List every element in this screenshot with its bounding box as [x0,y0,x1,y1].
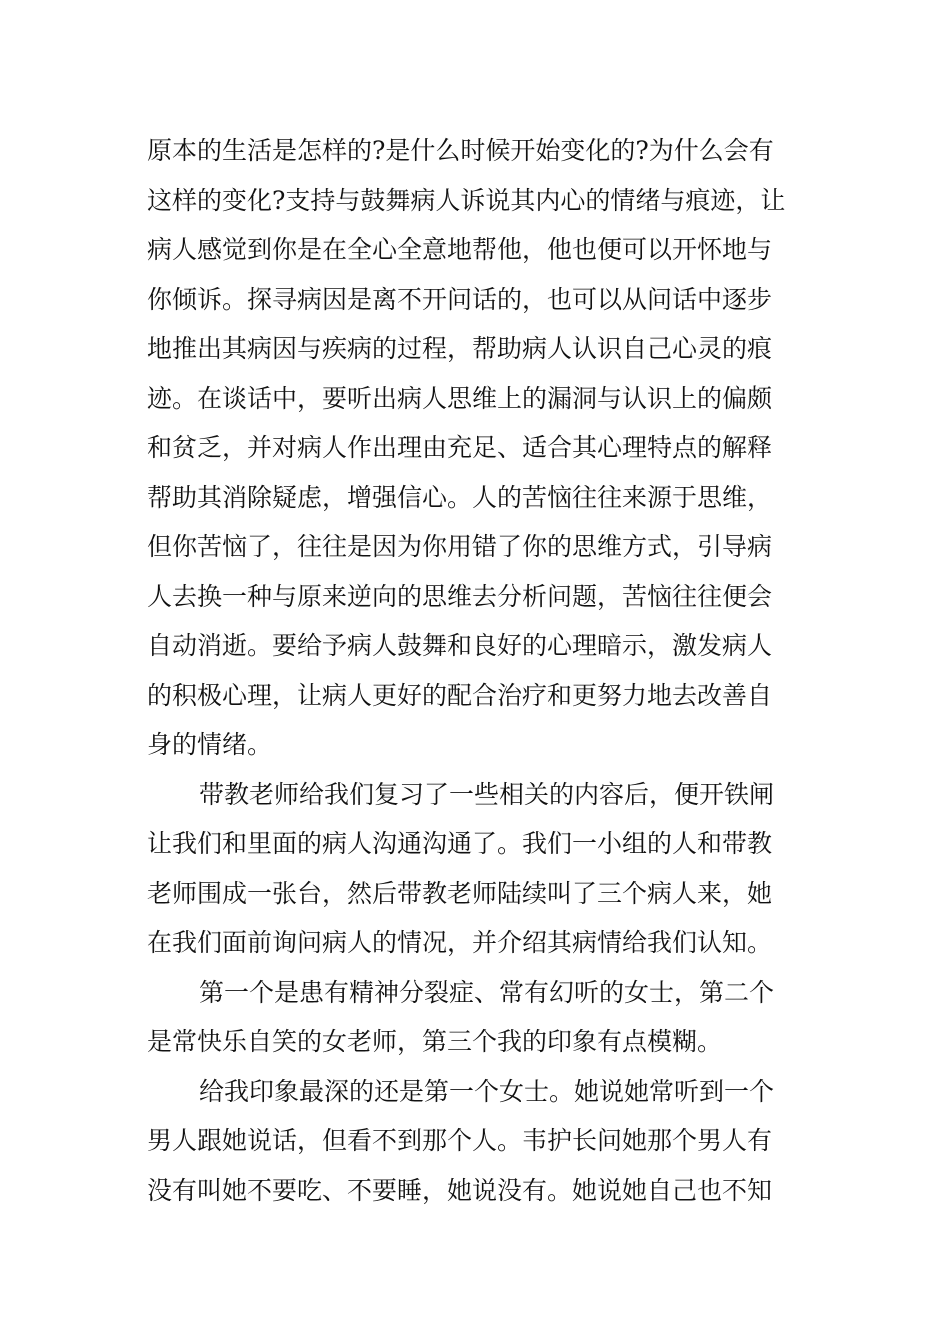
text-line: 是常快乐自笑的女老师，第三个我的印象有点模糊。 [147,1027,723,1056]
text-line: 老师围成一张台，然后带教老师陆续叫了三个病人来，她 [147,878,773,908]
paragraph-first-line: 给我印象最深的还是第一个女士。她说她常听到一个 [199,1076,775,1106]
text-line: 帮助其消除疑虑，增强信心。人的苦恼往往来源于思维， [147,482,773,512]
document-body-text [147,126,807,1215]
text-line: 但你苦恼了，往往是因为你用错了你的思维方式，引导病 [147,532,773,561]
text-line: 病人感觉到你是在全心全意地帮他，他也便可以开怀地与 [147,235,773,264]
text-line: 自动消逝。要给予病人鼓舞和良好的心理暗示，激发病人 [147,631,773,660]
paragraph-first-line: 带教老师给我们复习了一些相关的内容后，便开铁闸 [199,779,775,809]
text-line: 迹。在谈话中，要听出病人思维上的漏洞与认识上的偏颇 [147,383,773,413]
text-line: 原本的生活是怎样的?是什么时候开始变化的?为什么会有 [147,136,774,165]
text-line: 让我们和里面的病人沟通沟通了。我们一小组的人和带教 [147,829,773,858]
text-line: 地推出其病因与疾病的过程，帮助病人认识自己心灵的痕 [147,334,773,363]
paragraph-first-line: 第一个是患有精神分裂症、常有幻听的女士，第二个 [199,977,775,1007]
text-line: 和贫乏，并对病人作出理由充足、适合其心理特点的解释 [147,433,773,462]
text-line: 你倾诉。探寻病因是离不开问话的，也可以从问话中逐步 [147,284,773,314]
text-line: 这样的变化?支持与鼓舞病人诉说其内心的情绪与痕迹，让 [147,185,786,215]
text-line: 男人跟她说话，但看不到那个人。韦护长问她那个男人有 [147,1126,773,1155]
text-line: 在我们面前询问病人的情况，并介绍其病情给我们认知。 [147,928,773,957]
text-line: 身的情绪。 [147,730,273,759]
text-line: 的积极心理，让病人更好的配合治疗和更努力地去改善自 [147,680,773,710]
text-line: 没有叫她不要吃、不要睡，她说没有。她说她自己也不知 [147,1175,773,1205]
text-line: 人去换一种与原来逆向的思维去分析问题，苦恼往往便会 [147,581,773,611]
